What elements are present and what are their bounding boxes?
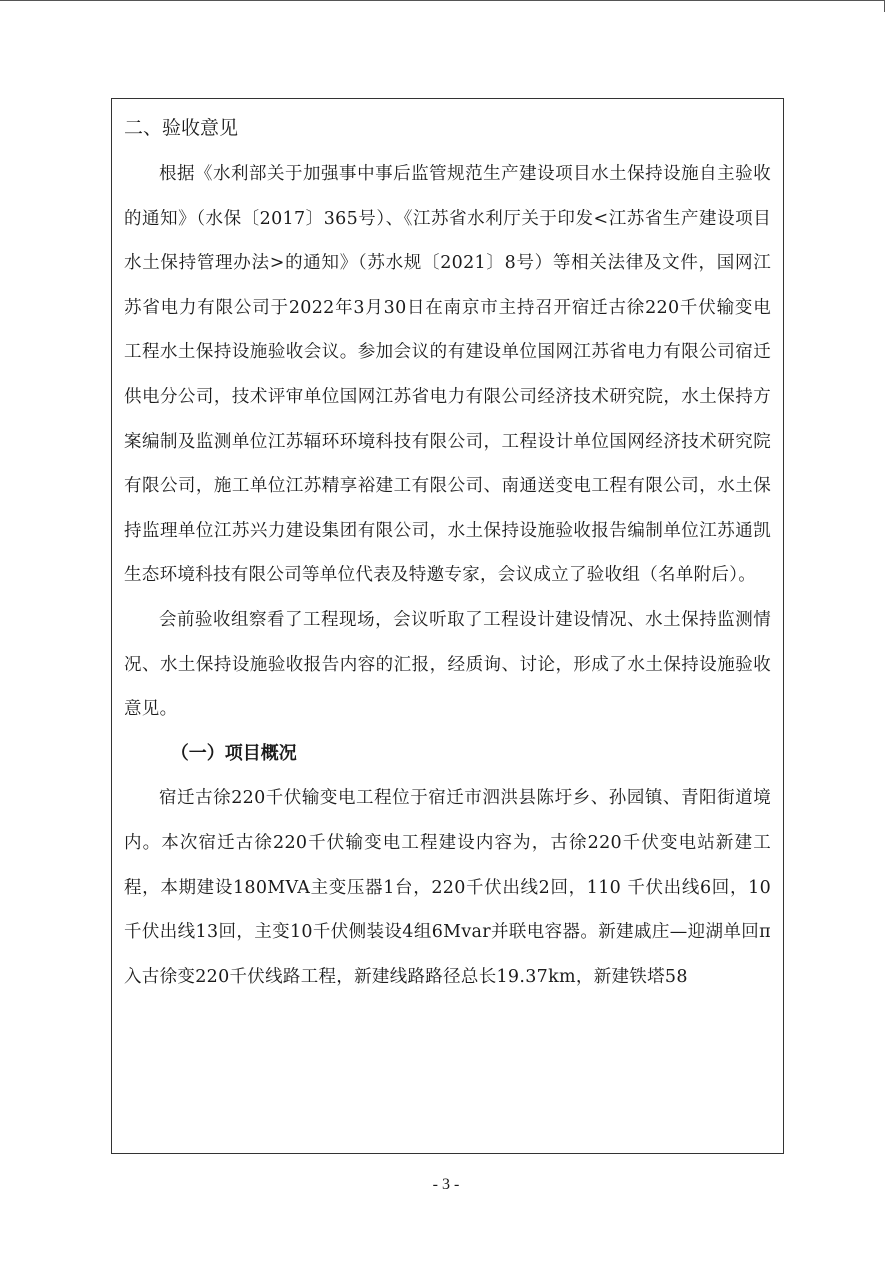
paragraph-2: 会前验收组察看了工程现场，会议听取了工程设计建设情况、水土保持监测情况、水土保持设施验收报告内容的汇报，经质询、讨论，形成了水土保持设施验收意见。 xyxy=(124,609,771,720)
page-number: - 3 - xyxy=(432,1176,460,1193)
section-heading: 二、验收意见 xyxy=(124,117,239,139)
paragraph-3: 宿迁古徐220千伏输变电工程位于宿迁市泗洪县陈圩乡、孙园镇、青阳街道境内。本次宿迁古徐220千伏输变电工程建设内容为，古徐220千伏变电站新建工程，本期建设180MVA主变压器1台，220千伏出线2回，110 千伏出线6回，10千伏出线13回，主变10千伏侧装设4组6Mvar并联电容器。新建戚庄—迎湖单回π入古徐变220千伏线路工程，新建线路路径总长19.37km，新建铁塔58 xyxy=(124,788,771,987)
page-top-edge xyxy=(0,0,885,12)
paragraph-1: 根据《水利部关于加强事中事后监管规范生产建设项目水土保持设施自主验收的通知》（水保〔2017〕365号）、《江苏省水利厅关于印发<江苏省生产建设项目水土保持管理办法>的通知》（苏水规〔2021〕8号）等相关法律及文件，国网江苏省电力有限公司于2022年3月30日在南京市主持召开宿迁古徐220千伏输变电工程水土保持设施验收会议。参加会议的有建设单位国网江苏省电力有限公司宿迁供电分公司，技术评审单位国网江苏省电力有限公司经济技术研究院，水土保持方案编制及监测单位江苏辐环环境科技有限公司，工程设计单位国网经济技术研究院有限公司，施工单位江苏精享裕建工有限公司、南通送变电工程有限公司，水土保持监理单位江苏兴力建设集团有限公司，水土保持设施验收报告编制单位江苏通凯生态环境科技有限公司等单位代表及特邀专家，会议成立了验收组（名单附后）。 xyxy=(124,164,771,586)
content-frame xyxy=(111,98,784,1154)
document-body xyxy=(112,99,783,999)
sub-heading-project-overview: （一）项目概况 xyxy=(170,742,297,764)
